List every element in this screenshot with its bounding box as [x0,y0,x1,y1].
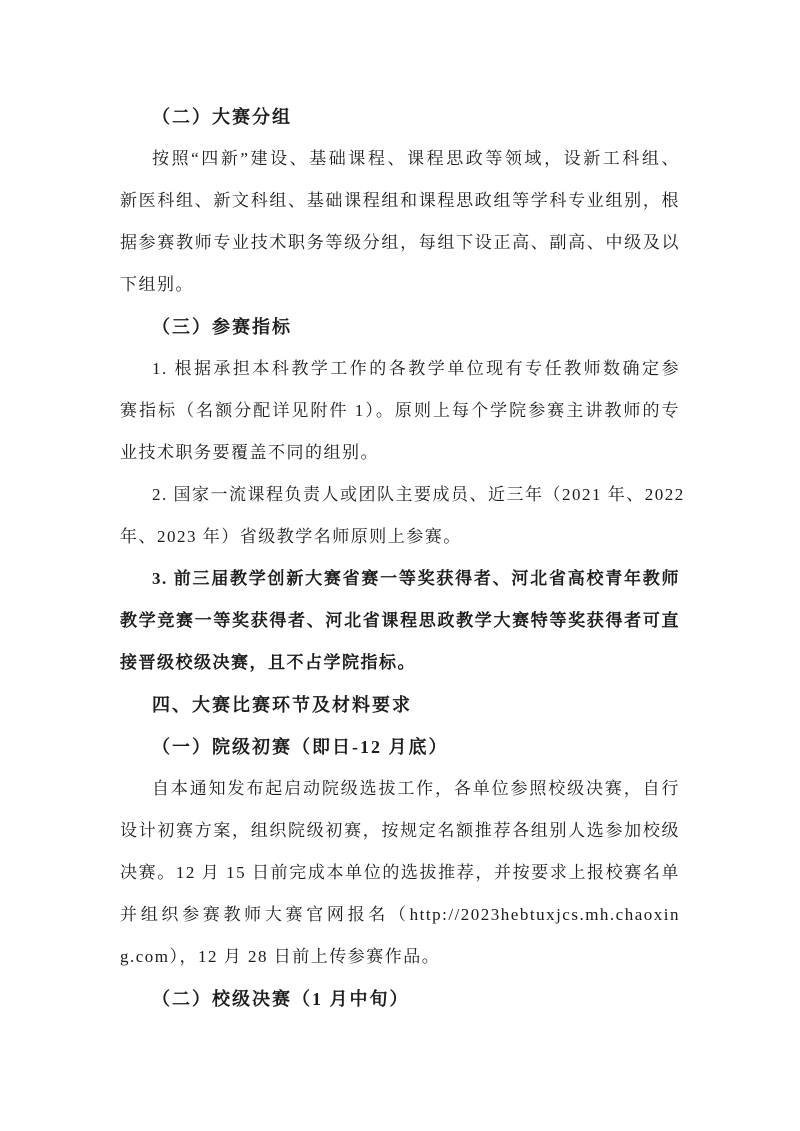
heading-line: （二）大赛分组 [152,107,292,127]
text-line: 决赛。12 月 15 日前完成本单位的选拔推荐，并按要求上报校赛名单 [120,863,680,882]
text-line: 自本通知发布起启动院级选拔工作，各单位参照校级决赛，自行 [152,779,680,798]
text-line: 2. 国家一流课程负责人或团队主要成员、近三年（2021 年、2022 [152,485,685,504]
text-line: g.com），12 月 28 日前上传参赛作品。 [120,947,441,966]
text-line: 接晋级校级决赛，且不占学院指标。 [120,653,416,672]
text-line: 3. 前三届教学创新大赛省赛一等奖获得者、河北省高校青年教师 [152,569,680,588]
text-line: 据参赛教师专业技术职务等级分组，每组下设正高、副高、中级及以 [120,233,680,252]
text-line: 教学竞赛一等奖获得者、河北省课程思政教学大赛特等奖获得者可直 [120,611,680,630]
text-line: 下组别。 [120,275,194,294]
heading-line: （一）院级初赛（即日-12 月底） [152,737,449,757]
text-line: 并组织参赛教师大赛官网报名（http://2023hebtuxjcs.mh.chaoxin [120,905,680,924]
text-line: 按照“四新”建设、基础课程、课程思政等领域，设新工科组、 [152,149,680,168]
heading-line: 四、大赛比赛环节及材料要求 [152,695,412,715]
heading-line: （三）参赛指标 [152,317,292,337]
text-line: 业技术职务要覆盖不同的组别。 [120,443,379,462]
text-line: 1. 根据承担本科教学工作的各教学单位现有专任教师数确定参 [152,359,680,378]
text-line: 赛指标（名额分配详见附件 1）。原则上每个学院参赛主讲教师的专 [120,401,680,420]
text-line: 年、2023 年）省级教学名师原则上参赛。 [120,527,462,546]
heading-line: （二）校级决赛（1 月中旬） [152,989,410,1009]
text-line: 设计初赛方案，组织院级初赛，按规定名额推荐各组别人选参加校级 [120,821,680,840]
text-line: 新医科组、新文科组、基础课程组和课程思政组等学科专业组别，根 [120,191,680,210]
